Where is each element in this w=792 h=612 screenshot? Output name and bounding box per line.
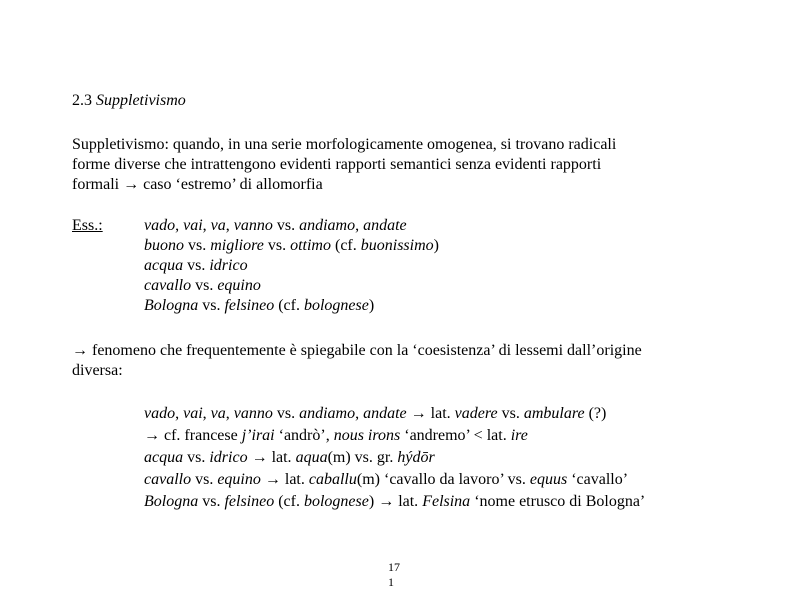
section-title: Suppletivismo <box>96 92 186 109</box>
example-row-3 <box>144 256 439 276</box>
ety-word: idrico <box>209 449 248 466</box>
ex-vs: vs. <box>187 257 206 274</box>
ety-word: andate <box>363 405 407 422</box>
etymology-list <box>144 403 645 513</box>
ex-vs: vs. <box>188 237 207 254</box>
etymology-row-1: vado, vai, va, vanno vs. andiamo, andate → lat. vadere vs. ambulare (?) <box>144 405 607 422</box>
example-row-4 <box>144 276 439 296</box>
ex-vs: vs. <box>202 297 221 314</box>
ety-arrow: → lat. <box>378 493 419 510</box>
etymology-row-4 <box>144 469 645 491</box>
ex-word: vai <box>183 217 203 234</box>
ex-word: migliore <box>210 237 264 254</box>
ex-word: buono <box>144 237 184 254</box>
etymology-row-3 <box>144 447 645 469</box>
phenomenon-line-2: diversa: <box>72 362 123 379</box>
ety-word: equus <box>529 471 568 488</box>
ex-word: andiamo <box>299 217 356 234</box>
page-number-line-1: 17 <box>388 560 400 574</box>
ety-arrow: → lat. <box>251 449 292 466</box>
page-number <box>388 560 400 590</box>
definition-line-3: formali → caso ‘estremo’ di allomorfia <box>72 176 323 193</box>
etymology-row-2 <box>144 425 645 447</box>
ety-vs: vs. <box>195 471 214 488</box>
ety-word: ire <box>510 427 528 444</box>
examples-label: Ess.: <box>72 217 103 234</box>
ex-word: buonissimo <box>360 237 434 254</box>
ex-word: vado <box>144 217 176 234</box>
ety-word: equino <box>217 471 261 488</box>
ety-suffix: (m) <box>327 449 351 466</box>
ety-gloss: ‘andremo’ < lat. <box>404 427 507 444</box>
ex-vs: vs. <box>267 237 287 254</box>
ety-arrow: → lat. <box>410 405 451 422</box>
ety-word: aqua <box>295 449 328 466</box>
ety-vs: vs. <box>202 493 221 510</box>
ety-word: nous irons <box>333 427 401 444</box>
ety-word: felsineo <box>224 493 275 510</box>
definition-line-1: Suppletivismo: quando, in una serie morfologicamente omogenea, si trovano radicali <box>72 136 617 153</box>
ety-cf: (cf. <box>278 493 300 510</box>
ex-word: equino <box>217 277 261 294</box>
ex-vs: vs. <box>276 217 296 234</box>
ety-gloss: ‘cavallo’ <box>571 471 629 488</box>
ety-arrow: → cf. francese <box>144 427 238 444</box>
ex-word: bolognese <box>303 297 369 314</box>
ex-cf: (cf. <box>334 237 357 254</box>
ex-word: acqua <box>144 257 184 274</box>
ex-word: ottimo <box>290 237 331 254</box>
ety-vs: vs. <box>276 405 296 422</box>
ex-cf: (cf. <box>278 297 300 314</box>
example-row-2 <box>144 236 439 256</box>
phenomenon-line-1: → fenomeno che frequentemente è spiegabile con la ‘coesistenza’ di lessemi dall’origine <box>72 342 642 359</box>
ex-vs: vs. <box>195 277 214 294</box>
ety-word: cavallo <box>144 471 192 488</box>
ex-word: cavallo <box>144 277 192 294</box>
ety-vs: vs. <box>187 449 206 466</box>
ety-word: vanno <box>233 405 273 422</box>
phenomenon-paragraph <box>72 341 732 381</box>
ety-word: vado <box>144 405 176 422</box>
section-number: 2.3 <box>72 92 92 109</box>
ety-suffix: (m) <box>356 471 380 488</box>
ety-word: andiamo <box>299 405 356 422</box>
ety-gloss: ‘nome etrusco di Bologna’ <box>474 493 646 510</box>
ex-paren: ) <box>433 237 439 254</box>
ex-word: idrico <box>209 257 248 274</box>
ety-word: j’irai <box>241 427 275 444</box>
example-row-1: vado, vai, va, vanno vs. andiamo, andate <box>144 217 407 234</box>
section-heading <box>72 91 186 111</box>
definition-line-2: forme diverse che intrattengono evidenti rapporti semantici senza evidenti rapporti <box>72 156 602 173</box>
ety-arrow: → lat. <box>264 471 305 488</box>
ety-word: hýdōr <box>397 449 435 466</box>
ety-word: acqua <box>144 449 184 466</box>
ex-word: va <box>210 217 226 234</box>
ety-word: caballu <box>308 471 357 488</box>
ety-gloss: vs. gr. <box>354 449 394 466</box>
ety-vs: vs. <box>501 405 520 422</box>
ex-word: felsineo <box>224 297 275 314</box>
page-number-line-2: 1 <box>388 575 394 589</box>
definition-paragraph <box>72 135 712 195</box>
ex-word: Bologna <box>144 297 199 314</box>
ety-question: (?) <box>588 405 607 422</box>
ety-word: vadere <box>454 405 498 422</box>
ex-word: andate <box>363 217 407 234</box>
example-row-5 <box>144 296 439 316</box>
etymology-row-5 <box>144 491 645 513</box>
ety-word: va <box>210 405 226 422</box>
ety-word: ambulare <box>523 405 585 422</box>
ety-word: vai <box>183 405 203 422</box>
ex-word: vanno <box>233 217 273 234</box>
examples-list <box>144 216 439 316</box>
ex-paren: ) <box>368 297 375 314</box>
ety-word: Felsina <box>422 493 471 510</box>
ety-word: bolognese <box>303 493 369 510</box>
ety-gloss: ‘andrò’, <box>278 427 330 444</box>
ety-word: Bologna <box>144 493 199 510</box>
ety-gloss: ‘cavallo da lavoro’ vs. <box>383 471 526 488</box>
ety-paren: ) <box>368 493 375 510</box>
